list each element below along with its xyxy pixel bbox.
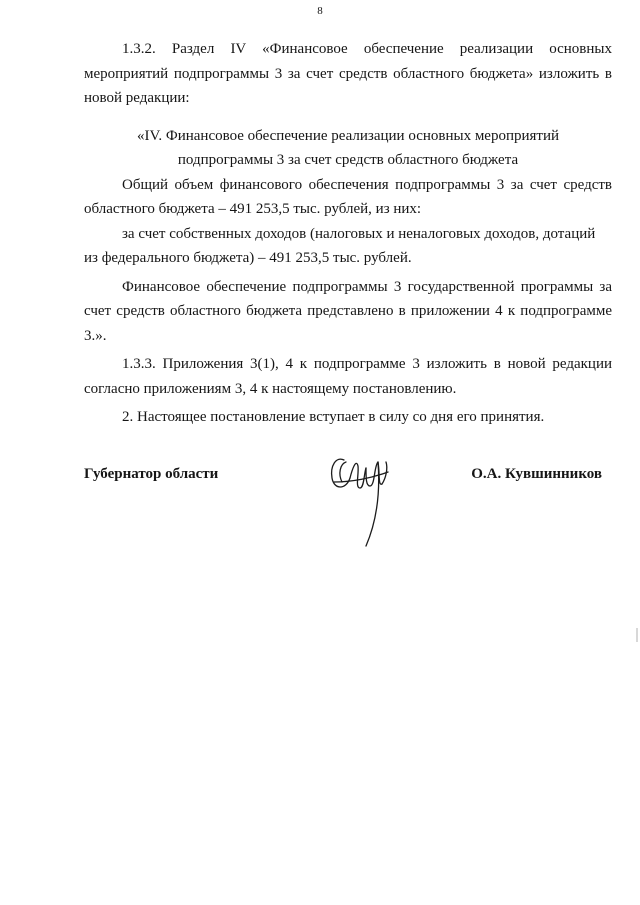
paragraph-2-effective: 2. Настоящее постановление вступает в силу со дня его принятия.: [122, 409, 545, 425]
signatory-name: О.А. Кувшинников: [471, 466, 602, 482]
page-number: 8: [317, 5, 323, 17]
scan-edge-mark: [636, 628, 638, 642]
paragraph-1-3-3: 1.3.3. Приложения 3(1), 4 к подпрограмме 3 изложить в новой редакции согласно приложениям 3, 4 к настоящему постановлению.: [84, 356, 612, 397]
handwritten-signature: [322, 448, 402, 558]
paragraph-total-volume: Общий объем финансового обеспечения подпрограммы 3 за счет средств областного бюджета – 491 253,5 тыс. рублей, из них:: [84, 176, 612, 217]
signatory-position: Губернатор области: [84, 466, 219, 482]
paragraph-own-revenues-continuation: из федерального бюджета) – 491 253,5 тыс. рублей.: [84, 250, 412, 266]
paragraph-own-revenues-line: за счет собственных доходов (налоговых и неналоговых доходов, дотаций: [122, 225, 596, 242]
section-heading: [84, 124, 612, 173]
section-heading-line-1: «IV. Финансовое обеспечение реализации основных мероприятий: [136, 127, 560, 144]
paragraph-1-3-2: 1.3.2. Раздел IV «Финансовое обеспечение реализации основных мероприятий подпрограммы 3 за счет средств областного бюджета» изложить в новой редакции:: [84, 41, 612, 106]
document-body: [84, 37, 612, 430]
section-heading-line-2: подпрограммы 3 за счет средств областного бюджета: [177, 152, 519, 168]
paragraph-financing-appendix: Финансовое обеспечение подпрограммы 3 государственной программы за счет средств областного бюджета представлено в приложении 4 к подпрограмме 3.».: [84, 278, 612, 344]
